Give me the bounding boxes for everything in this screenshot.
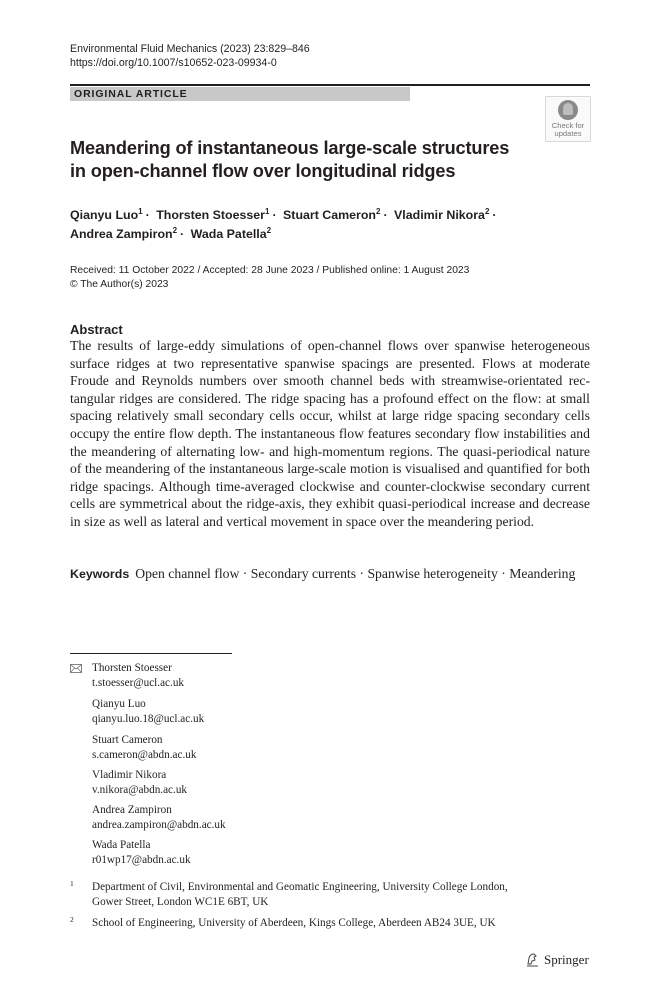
abstract-text: The results of large-eddy simulations of open-channel flows over spanwise heterogeneous surface ridges at two representative spanwise spacings are presented. Flows at moderate Froude and Reynolds numbers over smooth channel beds with streamwise-orientated rectangular ridges are considered. The ridge spacing has a profound effect on the flow: at small spacing relatively small secondary cells occur, whilst at large ridge spacing secondary cells occupy the entire flow depth. The instantaneous flow features secondary flow instabilities and the meandering of alternating low- and high-momentum regions. The quasi-periodical nature of the meandering of the instantaneous large-scale motion is visualised and quantified for both ridge spacings. Although time-averaged clockwise and counter-clockwise secondary current cells are symmetrical about the ridge-axis, they exhibit quasi-periodical increase and decrease in size as well as lateral and vertical movement in space over the meandering period. xyxy=(70,338,590,529)
contact-name: Andrea Zampiron xyxy=(92,804,172,816)
affiliation xyxy=(92,880,508,909)
title-line-2: in open-channel flow over longitudinal ridges xyxy=(70,160,456,181)
contact-entry xyxy=(92,697,204,726)
contact-name: Wada Patella xyxy=(92,839,151,851)
author-list xyxy=(70,206,600,244)
check-for-updates-badge[interactable] xyxy=(545,96,591,142)
affiliation xyxy=(92,916,496,931)
check-for-updates-line1: Check for xyxy=(551,121,585,130)
author[interactable]: Stuart Cameron$^2$ xyxy=(283,207,381,222)
check-for-updates-line2: updates xyxy=(554,129,582,138)
contact-name: Stuart Cameron xyxy=(92,734,163,746)
contact-entry xyxy=(92,661,184,690)
title-line-1: Meandering of instantaneous large-scale structures xyxy=(70,138,510,158)
contact-entry xyxy=(92,733,196,762)
affiliation-line: Department of Civil, Environmental and Geomatic Engineering, University College London, xyxy=(92,881,508,893)
author[interactable]: Vladimir Nikora$^2$ xyxy=(394,207,490,222)
author-separator: · xyxy=(383,208,388,222)
author[interactable]: Andrea Zampiron$^2$ xyxy=(70,226,178,241)
affiliation-line: School of Engineering, University of Aberdeen, Kings College, Aberdeen AB24 3UE, UK xyxy=(92,917,496,929)
publication-dates xyxy=(70,264,469,292)
contact-email[interactable]: t.stoesser@ucl.ac.uk xyxy=(92,676,185,689)
publisher-logo xyxy=(525,951,589,969)
contact-email[interactable]: r01wp17@abdn.ac.uk xyxy=(92,853,191,866)
publisher-name: Springer xyxy=(544,952,589,967)
author[interactable]: Thorsten Stoesser$^1$ xyxy=(156,207,270,222)
doi-link[interactable]: https://doi.org/10.1007/s10652-023-09934-0 xyxy=(70,56,277,69)
springer-horse-icon xyxy=(525,952,540,967)
contact-email[interactable]: qianyu.luo.18@ucl.ac.uk xyxy=(92,712,205,725)
contact-entry xyxy=(92,803,226,832)
keywords xyxy=(70,565,600,583)
check-for-updates-icon xyxy=(558,100,578,120)
contact-name: Thorsten Stoesser xyxy=(92,662,172,674)
affiliation-number: 1 xyxy=(70,879,74,888)
copyright-line: © The Author(s) 2023 xyxy=(70,279,169,290)
author-separator: · xyxy=(180,227,185,241)
envelope-icon xyxy=(70,664,82,673)
contact-email[interactable]: andrea.zampiron@abdn.ac.uk xyxy=(92,818,226,831)
author-separator: · xyxy=(492,208,497,222)
contact-name: Vladimir Nikora xyxy=(92,769,167,781)
journal-line: Environmental Fluid Mechanics (2023) 23:829–846 xyxy=(70,43,310,55)
contact-email[interactable]: s.cameron@abdn.ac.uk xyxy=(92,748,197,761)
article-type-label: ORIGINAL ARTICLE xyxy=(74,88,188,100)
contact-entry xyxy=(92,768,187,797)
affiliation-number: 2 xyxy=(70,915,74,924)
contact-email[interactable]: v.nikora@abdn.ac.uk xyxy=(92,783,188,796)
author[interactable]: Wada Patella$^2$ xyxy=(190,226,272,241)
author-separator: · xyxy=(145,208,150,222)
header-rule xyxy=(70,84,590,86)
affiliation-line: Gower Street, London WC1E 6BT, UK xyxy=(92,895,269,908)
keywords-text: Open channel flow · Secondary currents · Spanwise heterogeneity · Meandering xyxy=(135,566,576,581)
author[interactable]: Qianyu Luo$^1$ xyxy=(70,207,143,222)
contact-name: Qianyu Luo xyxy=(92,698,146,710)
journal-citation xyxy=(70,43,310,70)
keywords-heading: Keywords xyxy=(70,567,130,581)
footnote-rule xyxy=(70,653,232,654)
contact-entry xyxy=(92,838,191,867)
paper-title xyxy=(70,137,530,182)
abstract-heading: Abstract xyxy=(70,322,123,337)
dates-line: Received: 11 October 2022 / Accepted: 28 June 2023 / Published online: 1 August 2023 xyxy=(70,265,470,276)
author-separator: · xyxy=(272,208,277,222)
